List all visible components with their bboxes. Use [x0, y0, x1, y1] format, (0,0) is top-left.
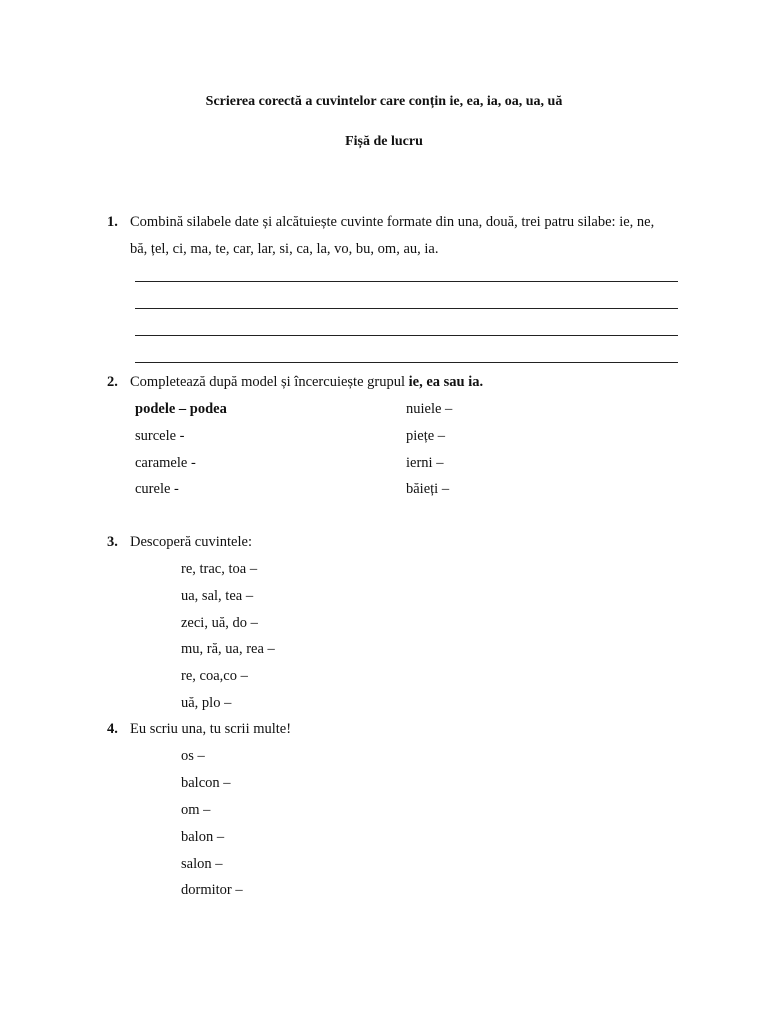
exercise-3-instruction: Descoperă cuvintele:	[130, 534, 252, 550]
answer-line	[135, 281, 678, 282]
exercise-3-item: uă, plo –	[181, 695, 232, 711]
exercise-3-item: re, trac, toa –	[181, 561, 258, 577]
exercise-2-number: 2.	[107, 374, 118, 390]
exercise-2-item: caramele -	[135, 455, 196, 471]
answer-line	[135, 335, 678, 336]
exercise-4-item: os –	[181, 748, 205, 764]
exercise-1-text-line-1: Combină silabele date și alcătuiește cuvinte formate din una, două, trei patru silabe: ie, ne,	[130, 214, 655, 230]
exercise-2-instruction: Completează după model și încercuiește grupul ie, ea sau ia.	[130, 374, 484, 390]
exercise-3-item: mu, ră, ua, rea –	[181, 641, 275, 657]
exercise-4-item: om –	[181, 802, 211, 818]
answer-line	[135, 362, 678, 363]
exercise-2-item: piețe –	[406, 428, 446, 444]
exercise-1-text-line-2: bă, țel, ci, ma, te, car, lar, si, ca, la, vo, bu, om, au, ia.	[130, 241, 439, 257]
exercise-4-item: dormitor –	[181, 882, 243, 898]
worksheet-subtitle: Fișă de lucru	[345, 134, 423, 149]
exercise-3-item: zeci, uă, do –	[181, 615, 258, 631]
exercise-3-number: 3.	[107, 534, 118, 550]
exercise-4-item: salon –	[181, 856, 223, 872]
answer-line	[135, 308, 678, 309]
exercise-2-item: surcele -	[135, 428, 185, 444]
exercise-1-number: 1.	[107, 214, 118, 230]
exercise-4-item: balcon –	[181, 775, 231, 791]
exercise-4-item: balon –	[181, 829, 225, 845]
exercise-3-item: re, coa,co –	[181, 668, 248, 684]
exercise-4-number: 4.	[107, 721, 118, 737]
worksheet-title: Scrierea corectă a cuvintelor care conțin ie, ea, ia, oa, ua, uă	[205, 94, 563, 109]
exercise-2-item: băieți –	[406, 481, 450, 497]
exercise-2-model: podele – podea	[135, 401, 227, 417]
exercise-4-instruction: Eu scriu una, tu scrii multe!	[130, 721, 292, 737]
exercise-2-item: ierni –	[406, 455, 444, 471]
exercise-2-item: curele -	[135, 481, 179, 497]
exercise-2-item: nuiele –	[406, 401, 453, 417]
exercise-3-item: ua, sal, tea –	[181, 588, 254, 604]
